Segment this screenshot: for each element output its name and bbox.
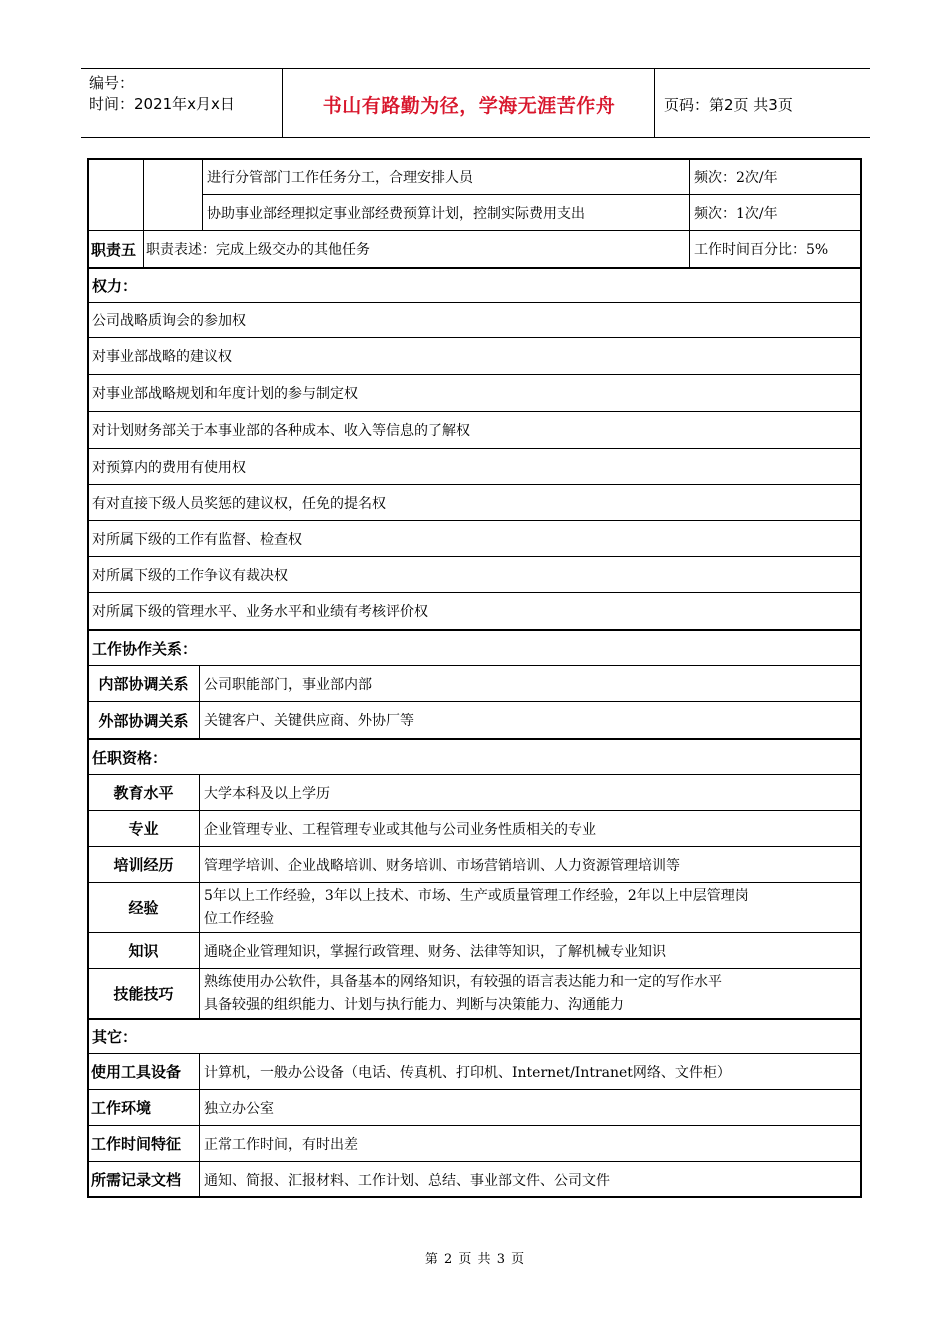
work-time-label: 工作时间特征 xyxy=(87,1125,200,1162)
qualifications-title: 任职资格： xyxy=(87,738,862,775)
environment-label: 工作环境 xyxy=(87,1089,200,1126)
power-item: 对所属下级的工作有监督、检查权 xyxy=(87,520,862,557)
tools-row xyxy=(87,1053,862,1090)
header-meta xyxy=(89,73,235,115)
tools-value: 计算机，一般办公设备（电话、传真机、打印机、Internet/Intranet网络、文件柜） xyxy=(199,1053,862,1090)
document-date: 时间：2021年x月x日 xyxy=(89,95,235,113)
training-label: 培训经历 xyxy=(87,846,200,883)
external-relation-label: 外部协调关系 xyxy=(87,701,200,739)
skills-line: 具备较强的组织能力、计划与执行能力、判断与决策能力、沟通能力 xyxy=(204,996,624,1013)
power-row xyxy=(87,448,862,485)
experience-line: 位工作经验 xyxy=(204,910,274,927)
skills-row xyxy=(87,968,862,1019)
header-divider xyxy=(654,69,655,137)
skills-label: 技能技巧 xyxy=(87,968,200,1019)
documents-row xyxy=(87,1161,862,1198)
duty-task: 进行分管部门工作任务分工，合理安排人员 xyxy=(202,158,690,195)
power-row xyxy=(87,374,862,412)
duty-task-row xyxy=(87,158,862,195)
page-header xyxy=(81,68,870,138)
experience-value xyxy=(199,882,862,933)
qualifications-title-row xyxy=(87,738,862,775)
cooperation-title: 工作协作关系： xyxy=(87,629,862,666)
duty-frequency: 频次：2次/年 xyxy=(689,158,862,195)
duty-five-row xyxy=(87,230,862,268)
power-item: 对预算内的费用有使用权 xyxy=(87,448,862,485)
page-indicator: 页码：第2页 共3页 xyxy=(664,96,793,114)
experience-label: 经验 xyxy=(87,882,200,933)
power-row xyxy=(87,302,862,338)
power-item: 公司战略质询会的参加权 xyxy=(87,302,862,338)
power-row xyxy=(87,520,862,557)
education-value: 大学本科及以上学历 xyxy=(199,774,862,811)
header-motto: 书山有路勤为径，学海无涯苦作舟 xyxy=(322,95,616,117)
environment-value: 独立办公室 xyxy=(199,1089,862,1126)
internal-relation-row xyxy=(87,665,862,702)
duty-task: 协助事业部经理拟定事业部经费预算计划，控制实际费用支出 xyxy=(202,194,690,231)
power-item: 对计划财务部关于本事业部的各种成本、收入等信息的了解权 xyxy=(87,411,862,449)
power-row xyxy=(87,592,862,630)
power-row xyxy=(87,411,862,449)
power-row xyxy=(87,484,862,521)
duty-five-description: 职责表述：完成上级交办的其他任务 xyxy=(143,230,690,268)
major-label: 专业 xyxy=(87,810,200,847)
education-row xyxy=(87,774,862,811)
power-row xyxy=(87,337,862,375)
powers-title-row xyxy=(87,267,862,303)
duty-frequency: 频次：1次/年 xyxy=(689,194,862,231)
power-item: 对事业部战略的建议权 xyxy=(87,337,862,375)
internal-relation-value: 公司职能部门，事业部内部 xyxy=(199,665,862,702)
training-row xyxy=(87,846,862,883)
training-value: 管理学培训、企业战略培训、财务培训、市场营销培训、人力资源管理培训等 xyxy=(199,846,862,883)
documents-value: 通知、简报、汇报材料、工作计划、总结、事业部文件、公司文件 xyxy=(199,1161,862,1198)
knowledge-value: 通晓企业管理知识，掌握行政管理、财务、法律等知识，了解机械专业知识 xyxy=(199,932,862,969)
work-time-row xyxy=(87,1125,862,1162)
knowledge-label: 知识 xyxy=(87,932,200,969)
other-title-row xyxy=(87,1018,862,1054)
powers-title: 权力： xyxy=(87,267,862,303)
internal-relation-label: 内部协调关系 xyxy=(87,665,200,702)
external-relation-value: 关键客户、关键供应商、外协厂等 xyxy=(199,701,862,739)
power-item: 对事业部战略规划和年度计划的参与制定权 xyxy=(87,374,862,412)
education-label: 教育水平 xyxy=(87,774,200,811)
work-time-value: 正常工作时间，有时出差 xyxy=(199,1125,862,1162)
external-relation-row xyxy=(87,701,862,739)
page-footer: 第 2 页 共 3 页 xyxy=(424,1252,526,1267)
power-item: 对所属下级的管理水平、业务水平和业绩有考核评价权 xyxy=(87,592,862,630)
major-value: 企业管理专业、工程管理专业或其他与公司业务性质相关的专业 xyxy=(199,810,862,847)
other-title: 其它： xyxy=(87,1018,862,1054)
power-item: 对所属下级的工作争议有裁决权 xyxy=(87,556,862,593)
power-item: 有对直接下级人员奖惩的建议权，任免的提名权 xyxy=(87,484,862,521)
documents-label: 所需记录文档 xyxy=(87,1161,200,1198)
experience-row xyxy=(87,882,862,933)
environment-row xyxy=(87,1089,862,1126)
knowledge-row xyxy=(87,932,862,969)
skills-line: 熟练使用办公软件，具备基本的网络知识，有较强的语言表达能力和一定的写作水平 xyxy=(204,973,722,990)
major-row xyxy=(87,810,862,847)
duty-five-label: 职责五 xyxy=(87,230,144,268)
job-description-table xyxy=(87,158,862,1198)
cooperation-title-row xyxy=(87,629,862,666)
document-number-label: 编号： xyxy=(89,74,135,92)
duty-task-row xyxy=(87,194,862,231)
skills-value xyxy=(199,968,862,1019)
duty-five-percentage: 工作时间百分比：5% xyxy=(689,230,862,268)
experience-line: 5年以上工作经验，3年以上技术、市场、生产或质量管理工作经验，2年以上中层管理岗 xyxy=(204,887,749,904)
power-row xyxy=(87,556,862,593)
tools-label: 使用工具设备 xyxy=(87,1053,200,1090)
